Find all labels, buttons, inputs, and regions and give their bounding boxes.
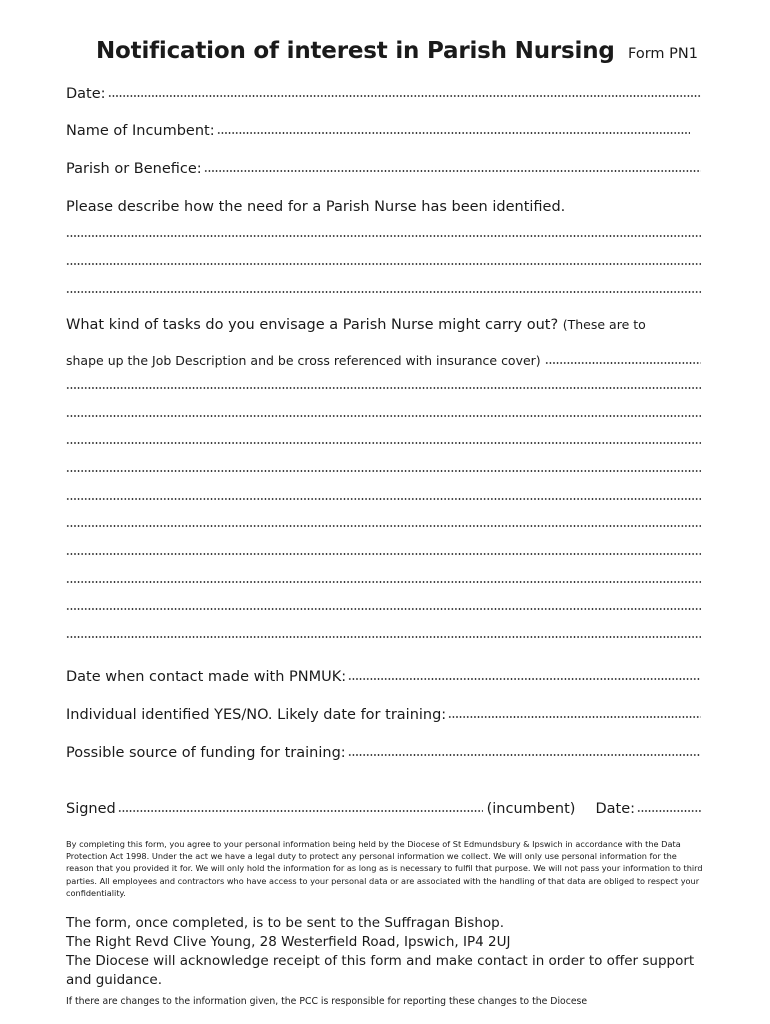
incumbent-note: (incumbent) (486, 801, 576, 817)
incumbent-field[interactable] (66, 123, 690, 139)
individual-field[interactable] (66, 707, 701, 723)
parish-label: Parish or Benefice: (66, 161, 202, 177)
data-protection-notice: By completing this form, you agree to your personal information being held by the Diocese of St Edmundsbury & Ipswich in accordance with the Data Protection Act 1998. Under the act we have a legal duty to protect any personal information we collect. We will only use personal information for the reason that you provided it for. We will only hold the information for as long as is necessary to fulfil that purpose. We will not pass your information to third parties. All employees and contractors who have access to your personal data or are associated with the handling of that data are obliged to respect your confidentiality. (66, 839, 703, 898)
tasks-question-text: What kind of tasks do you envisage a Parish Nurse might carry out? (66, 317, 559, 333)
tasks-answer-line[interactable] (66, 607, 701, 611)
contact-date-label: Date when contact made with PNMUK: (66, 669, 347, 685)
tasks-question (66, 317, 646, 333)
date-label: Date: (66, 86, 106, 102)
signed-label: Signed (66, 801, 116, 817)
bishop-address: The Right Revd Clive Young, 28 Westerfield Road, Ipswich, IP4 2UJ (66, 934, 511, 950)
tasks-note-start: (These are to (562, 317, 646, 332)
tasks-answer-line[interactable] (66, 524, 701, 528)
parish-dotted-line (204, 169, 701, 173)
need-question: Please describe how the need for a Parish Nurse has been identified. (66, 199, 566, 215)
individual-label: Individual identified YES/NO. Likely date for training: (66, 707, 447, 723)
tasks-answer-line[interactable] (66, 635, 701, 639)
tasks-note-dotted-line (545, 361, 701, 365)
footer-note: If there are changes to the information given, the PCC is responsible for reporting these changes to the Diocese (66, 996, 588, 1007)
tasks-answer-line[interactable] (66, 497, 701, 501)
tasks-answer-line[interactable] (66, 441, 701, 445)
incumbent-label: Name of Incumbent: (66, 123, 215, 139)
tasks-note-line[interactable] (66, 353, 701, 368)
acknowledgement-note: The Diocese will acknowledge receipt of this form and make contact in order to offer support and guidance. (66, 953, 695, 988)
tasks-answer-line[interactable] (66, 580, 701, 584)
tasks-answer-line[interactable] (66, 414, 701, 418)
signature-dotted-line[interactable] (118, 809, 483, 813)
tasks-answer-line[interactable] (66, 386, 701, 390)
contact-date-field[interactable] (66, 669, 701, 685)
need-answer-line[interactable] (66, 262, 701, 266)
signature-row[interactable] (66, 801, 701, 817)
date-field[interactable] (66, 86, 701, 102)
need-answer-line[interactable] (66, 234, 701, 238)
tasks-answer-line[interactable] (66, 469, 701, 473)
funding-dotted-line (348, 753, 701, 757)
training-date-dotted-line (448, 715, 701, 719)
tasks-answer-line[interactable] (66, 552, 701, 556)
date-dotted-line (108, 94, 701, 98)
signature-date-label: Date: (595, 801, 635, 817)
form-title: Notification of interest in Parish Nursing (96, 38, 615, 64)
send-to-line: The form, once completed, is to be sent to the Suffragan Bishop. (66, 915, 505, 931)
need-answer-line[interactable] (66, 290, 701, 294)
submission-instructions (66, 914, 716, 990)
form-number: Form PN1 (628, 46, 698, 62)
signature-date-dotted-line[interactable] (637, 809, 701, 813)
parish-field[interactable] (66, 161, 701, 177)
tasks-note-continued: shape up the Job Description and be cross referenced with insurance cover) (66, 353, 541, 368)
contact-date-dotted-line (348, 677, 701, 681)
funding-field[interactable] (66, 745, 701, 761)
funding-label: Possible source of funding for training: (66, 745, 346, 761)
incumbent-dotted-line (217, 131, 690, 135)
